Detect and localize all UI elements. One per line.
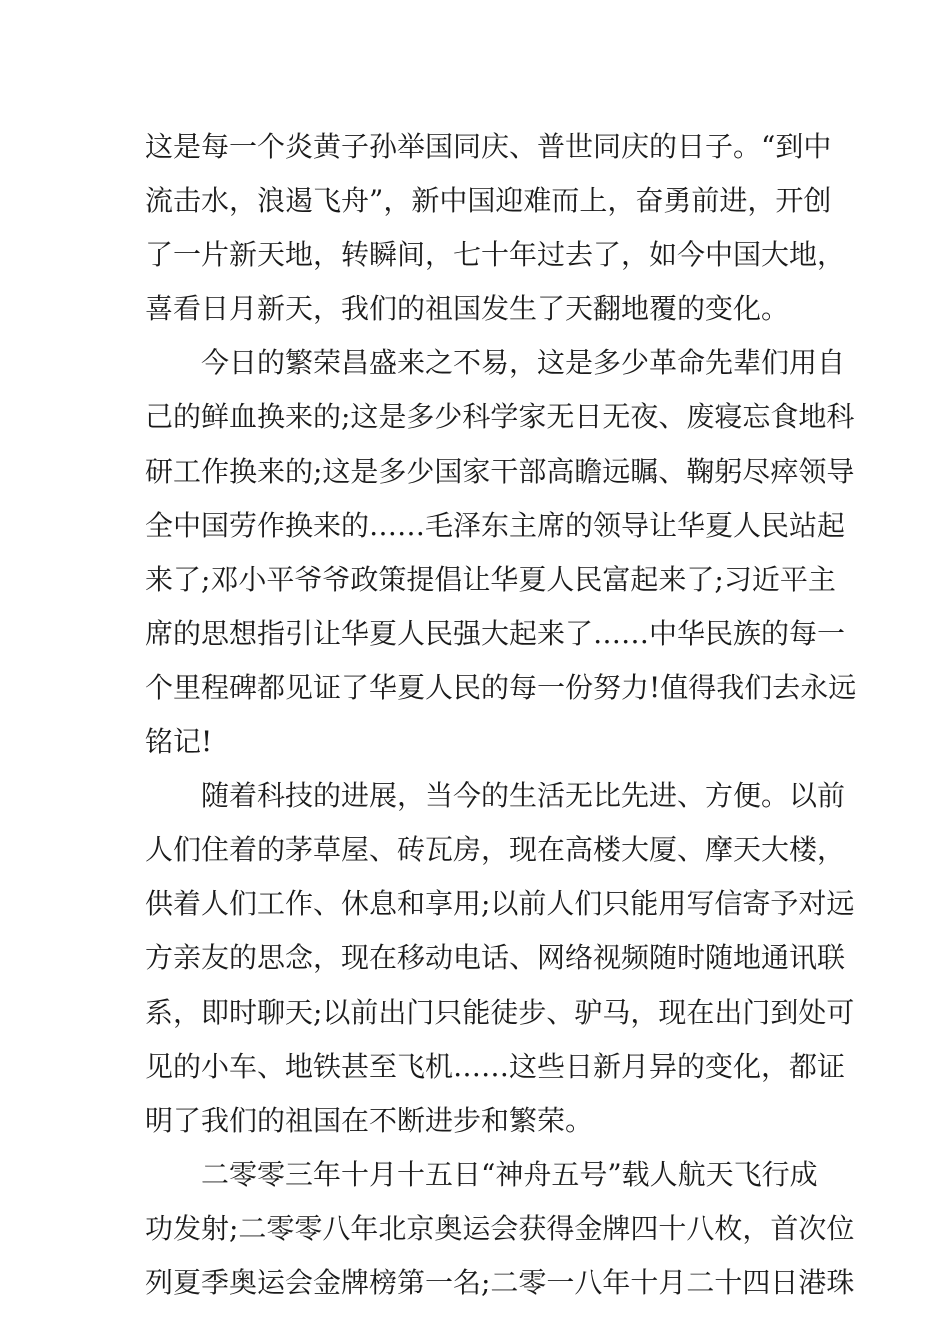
paragraph-4: [145, 1148, 855, 1310]
text-line: 随着科技的进展，当今的生活无比先进、方便。以前: [201, 779, 846, 813]
text-line: 研工作换来的;这是多少国家干部高瞻远瞩、鞠躬尽瘁领导: [145, 454, 855, 488]
text-line: 供着人们工作、休息和享用;以前人们只能用写信寄予对远: [145, 887, 855, 921]
text-line: 功发射;二零零八年北京奥运会获得金牌四十八枚，首次位: [145, 1211, 855, 1245]
text-line: 今日的繁荣昌盛来之不易，这是多少革命先辈们用自: [201, 346, 846, 380]
text-line: 方亲友的思念，现在移动电话、网络视频随时随地通讯联: [145, 941, 846, 975]
paragraph-2: [145, 336, 857, 769]
text-line: 铭记!: [145, 725, 213, 759]
text-line: 明了我们的祖国在不断进步和繁荣。: [145, 1103, 594, 1137]
text-line: 见的小车、地铁甚至飞机……这些日新月异的变化，都证: [145, 1049, 846, 1083]
text-line: 了一片新天地，转瞬间，七十年过去了，如今中国大地，: [145, 238, 846, 272]
paragraph-1: [145, 120, 846, 336]
text-line: 个里程碑都见证了华夏人民的每一份努力!值得我们去永远: [145, 670, 857, 704]
text-line: 全中国劳作换来的……毛泽东主席的领导让华夏人民站起: [145, 508, 846, 542]
text-line: 席的思想指引让华夏人民强大起来了……中华民族的每一: [145, 616, 846, 650]
text-line: 流击水，浪遏飞舟”，新中国迎难而上，奋勇前进，开创: [145, 184, 832, 218]
text-line: 来了;邓小平爷爷政策提倡让华夏人民富起来了;习近平主: [145, 562, 836, 596]
body-text: [145, 120, 857, 1310]
text-line: 这是每一个炎黄子孙举国同庆、普世同庆的日子。“到中: [145, 130, 832, 163]
paragraph-3: [145, 769, 855, 1148]
text-line: 人们住着的茅草屋、砖瓦房，现在高楼大厦、摩天大楼，: [145, 833, 846, 867]
text-line: 列夏季奥运会金牌榜第一名;二零一八年十月二十四日港珠: [145, 1265, 855, 1299]
text-line: 系，即时聊天;以前出门只能徒步、驴马，现在出门到处可: [145, 995, 855, 1029]
text-line: 二零零三年十月十五日“神舟五号”载人航天飞行成: [201, 1157, 818, 1191]
text-line: 喜看日月新天，我们的祖国发生了天翻地覆的变化。: [145, 292, 790, 326]
text-line: 己的鲜血换来的;这是多少科学家无日无夜、废寝忘食地科: [145, 400, 855, 434]
